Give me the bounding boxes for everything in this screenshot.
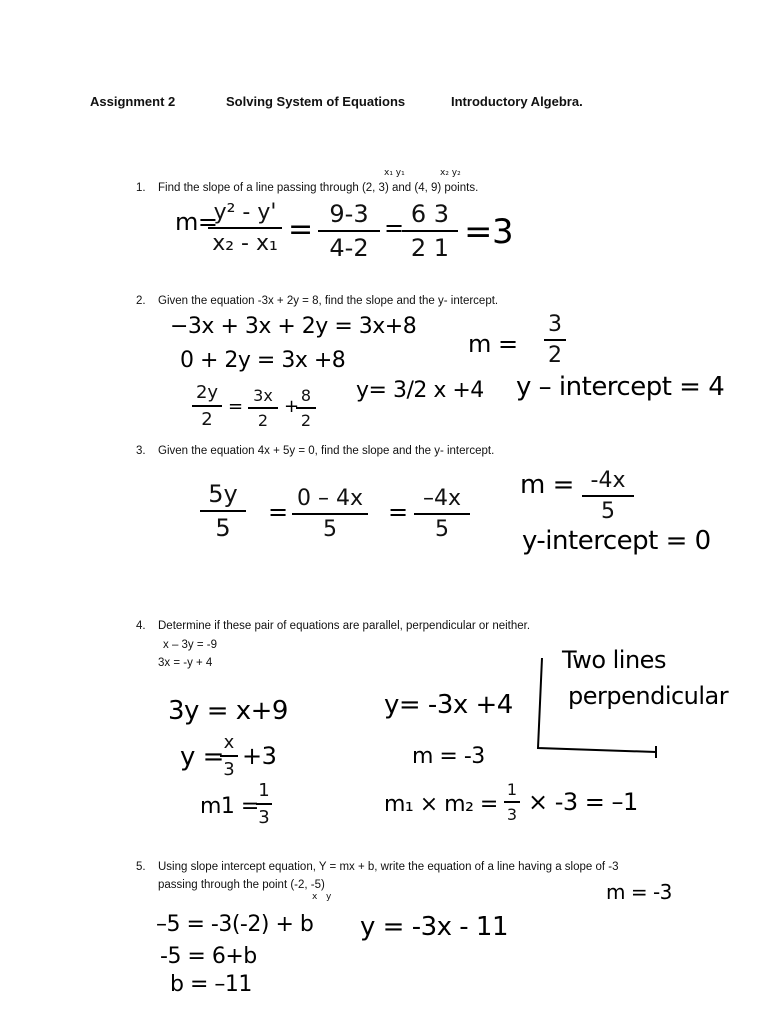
fraction-bar <box>208 227 282 229</box>
question-number: 2. <box>136 295 146 307</box>
fraction-bar <box>200 510 246 512</box>
fraction-denominator: 5 <box>601 499 615 524</box>
q3-equals: = <box>268 498 288 526</box>
q4-equation-2: 3x = -y + 4 <box>158 657 213 669</box>
fraction-bar <box>402 230 458 232</box>
fraction-denominator: 5 <box>215 514 231 542</box>
question-text: Using slope intercept equation, Y = mx + b, write the equation of a line having a slope of -3 <box>158 861 619 873</box>
fraction-denominator: 5 <box>435 517 449 542</box>
fraction-denominator: 3 <box>223 759 235 780</box>
q4-fraction-1-over-3 <box>256 780 272 828</box>
fraction-numerator: 8 <box>300 386 312 405</box>
fraction-denominator: x₂ - x₁ <box>212 231 278 256</box>
q3-m-lead: m = <box>520 470 574 500</box>
fraction-bar <box>544 339 566 341</box>
q3-equals-2: = <box>388 498 408 526</box>
q4-line-2-lead: y = <box>180 742 224 772</box>
annotation-x1y1: x₁ y₁ <box>384 168 405 178</box>
fraction-numerator: 3x <box>253 386 273 405</box>
q3-slope-fraction <box>582 468 634 524</box>
fraction-denominator: 5 <box>323 517 337 542</box>
annotation-y: y <box>326 892 332 902</box>
fraction-numerator: y² - y' <box>213 200 277 225</box>
q2-line-1: −3x + 3x + 2y = 3x+8 <box>170 314 417 339</box>
q3-fraction-0-minus-4x <box>292 486 368 542</box>
fraction-bar <box>192 405 222 407</box>
q2-slope-intercept-form: y= 3/2 x +4 <box>356 378 484 403</box>
fraction-bar <box>220 755 238 757</box>
q3-fraction-neg4x <box>414 486 470 542</box>
fraction-denominator: 4-2 <box>329 234 369 262</box>
question-number: 3. <box>136 445 146 457</box>
q4-fraction-1-over-3-b <box>504 780 520 824</box>
question-text: Find the slope of a line passing through (2, 3) and (4, 9) points. <box>158 182 479 194</box>
q4-line-2-tail: +3 <box>242 742 277 770</box>
fraction-denominator: 2 <box>300 411 312 430</box>
fraction-bar <box>504 801 520 803</box>
annotation-x2y2: x₂ y₂ <box>440 168 461 178</box>
q1-fraction-values <box>318 200 380 262</box>
q1-equals: = <box>288 212 313 247</box>
q4-line-3-lead: m1 = <box>200 794 259 819</box>
fraction-denominator: 3 <box>506 805 518 824</box>
course-label: Introductory Algebra. <box>451 94 583 109</box>
fraction-bar <box>292 513 368 515</box>
q2-equals: = <box>228 396 243 417</box>
fraction-bar <box>318 230 380 232</box>
fraction-bar <box>296 407 316 409</box>
annotation-x: x <box>312 892 318 902</box>
fraction-numerator: 1 <box>258 780 270 801</box>
fraction-numerator: 9-3 <box>329 200 369 228</box>
fraction-numerator: 1 <box>506 780 518 799</box>
fraction-denominator: 2 1 <box>410 234 450 262</box>
fraction-bar <box>414 513 470 515</box>
q5-result: y = -3x - 11 <box>360 912 509 942</box>
fraction-numerator: 2y <box>195 382 219 403</box>
q2-slope-fraction <box>544 312 566 368</box>
fraction-bar <box>582 495 634 497</box>
q4-line-1: 3y = x+9 <box>168 696 288 726</box>
fraction-denominator: 2 <box>201 409 213 430</box>
question-text: Given the equation 4x + 5y = 0, find the slope and the y- intercept. <box>158 445 495 457</box>
q5-line-1: –5 = -3(-2) + b <box>156 912 314 937</box>
q2-y-intercept: y – intercept = 4 <box>516 372 725 402</box>
topic-label: Solving System of Equations <box>226 94 406 109</box>
q3-y-intercept: y-intercept = 0 <box>522 526 711 556</box>
q4-conclusion-line-1: Two lines <box>562 646 666 674</box>
q4-right-line-3-lead: m₁ × m₂ = <box>384 792 498 817</box>
fraction-bar <box>256 803 272 805</box>
q5-line-3: b = –11 <box>170 972 252 997</box>
fraction-denominator: 2 <box>257 411 269 430</box>
q5-slope: m = -3 <box>606 880 672 904</box>
q2-plus: + <box>284 396 299 417</box>
fraction-numerator: 6 3 <box>410 200 450 228</box>
fraction-numerator: –4x <box>422 486 462 511</box>
q3-fraction-5y <box>200 480 246 542</box>
q2-m-lead: m = <box>468 330 518 358</box>
question-5-continued: passing through the point (-2, -5) <box>158 879 325 891</box>
q4-equation-1: x – 3y = -9 <box>163 639 218 651</box>
question-text: Determine if these pair of equations are parallel, perpendicular or neither. <box>158 620 531 632</box>
fraction-numerator: 3 <box>548 312 562 337</box>
q2-fraction-3x <box>248 386 278 430</box>
q4-right-line-1: y= -3x +4 <box>384 690 513 720</box>
fraction-numerator: 5y <box>208 480 238 508</box>
q1-fraction-formula <box>208 200 282 256</box>
fraction-numerator: x <box>223 732 235 753</box>
fraction-numerator: 0 – 4x <box>297 486 363 511</box>
q1-result: =3 <box>464 212 514 252</box>
q2-fraction-8 <box>296 386 316 430</box>
q5-line-2: -5 = 6+b <box>160 944 257 969</box>
q2-line-2: 0 + 2y = 3x +8 <box>180 348 346 373</box>
assignment-label: Assignment 2 <box>90 94 176 109</box>
q2-fraction-2y <box>192 382 222 430</box>
q4-right-line-2: m = -3 <box>412 744 485 769</box>
q1-m-lead: m= <box>175 208 218 236</box>
q4-conclusion-line-2: perpendicular <box>568 682 729 710</box>
q1-fraction-simplified <box>402 200 458 262</box>
question-number: 1. <box>136 182 146 194</box>
question-number: 4. <box>136 620 146 632</box>
question-number: 5. <box>136 861 146 873</box>
fraction-bar <box>248 407 278 409</box>
q1-equals-2: = <box>384 214 404 242</box>
fraction-denominator: 2 <box>548 343 562 368</box>
question-text: Given the equation -3x + 2y = 8, find the slope and the y- intercept. <box>158 295 499 307</box>
fraction-numerator: -4x <box>590 468 626 493</box>
q4-right-line-3-tail: × -3 = –1 <box>528 788 638 816</box>
fraction-denominator: 3 <box>258 807 270 828</box>
q4-fraction-x-over-3 <box>220 732 238 780</box>
